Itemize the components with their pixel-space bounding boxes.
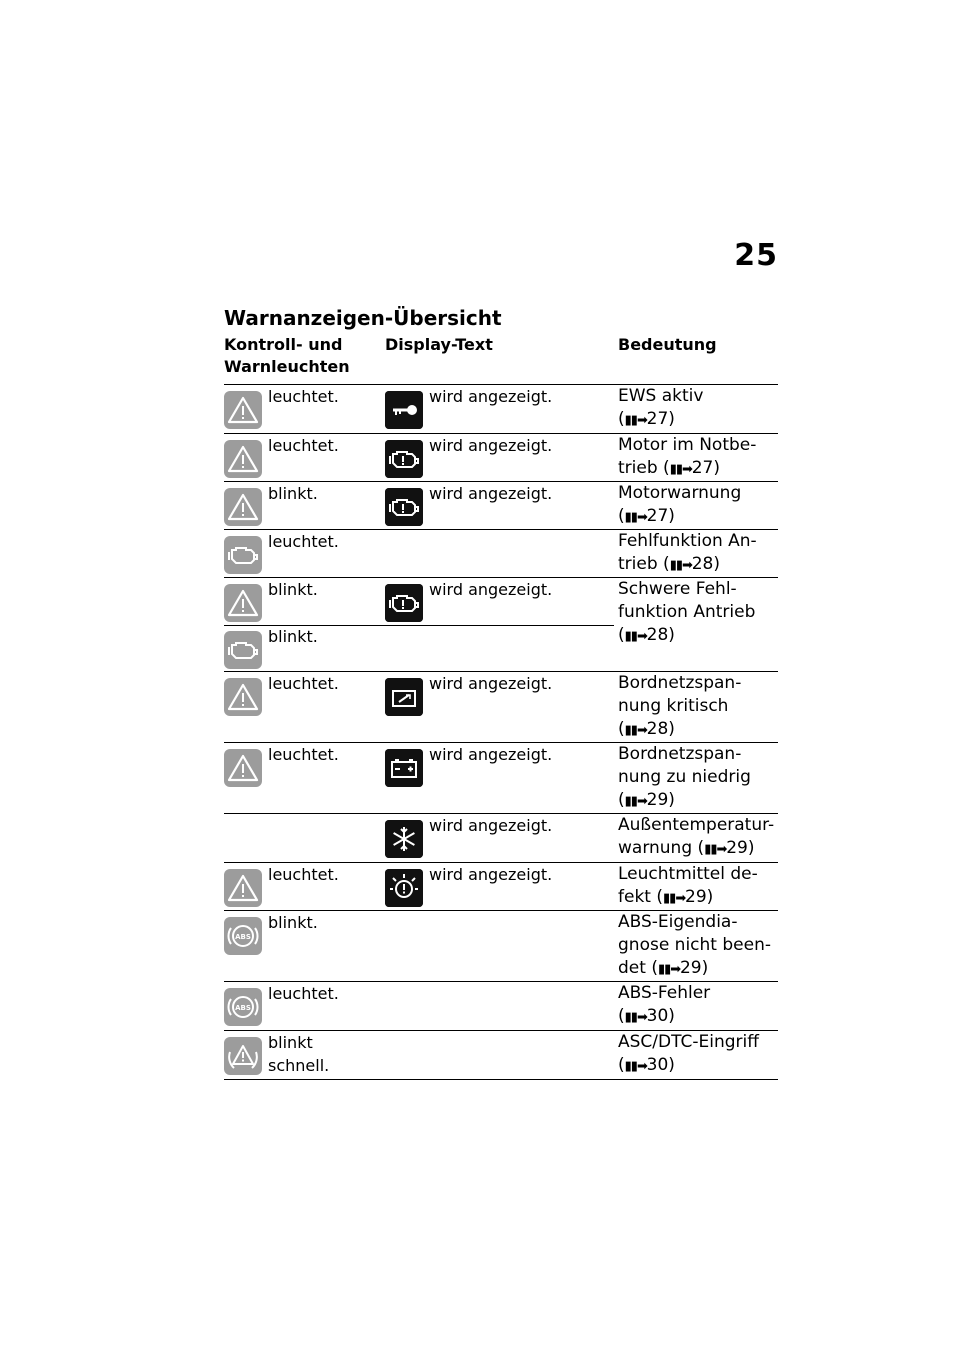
- abs-icon: [224, 988, 262, 1026]
- display-text: wird angezeigt.: [429, 436, 553, 455]
- meaning-text: Motor im Notbe-trieb: [618, 435, 757, 478]
- page-ref: (▮▮➡29): [618, 790, 675, 810]
- table-row: [224, 911, 778, 982]
- page-ref-arrow-icon: ▮▮➡: [624, 629, 647, 644]
- meaning-text: ABS-Eigendia-gnose nicht been-det: [618, 912, 771, 978]
- light-state: blinkt.: [268, 913, 318, 932]
- page-ref: (▮▮➡27): [618, 408, 778, 432]
- warning-triangle-icon: [224, 584, 262, 622]
- table-row: [224, 743, 778, 814]
- display-text: wird angezeigt.: [429, 674, 553, 693]
- page-ref: (▮▮➡27): [618, 505, 778, 529]
- header-col-display: Display-Text: [385, 335, 493, 354]
- page-ref-arrow-icon: ▮▮➡: [669, 462, 692, 477]
- display-text: wird angezeigt.: [429, 387, 553, 406]
- display-text: wird angezeigt.: [429, 580, 553, 599]
- table-row: [224, 672, 778, 743]
- display-text: wird angezeigt.: [429, 745, 553, 764]
- light-state: blinkt.: [268, 580, 318, 599]
- page-ref: (▮▮➡29): [656, 887, 713, 907]
- meaning-text: Leuchtmittel de-fekt: [618, 864, 758, 907]
- light-state: leuchtet.: [268, 532, 339, 551]
- light-state: leuchtet.: [268, 674, 339, 693]
- page-ref-arrow-icon: ▮▮➡: [624, 1010, 647, 1025]
- engine-icon: [224, 631, 262, 669]
- table-row: [224, 982, 778, 1031]
- header-col-meaning: Bedeutung: [618, 335, 717, 354]
- meaning-text: Schwere Fehl-funktion Antrieb: [618, 579, 756, 622]
- battery-critical-icon: [385, 678, 423, 716]
- page-ref: (▮▮➡27): [663, 458, 720, 478]
- page-ref: (▮▮➡28): [618, 625, 675, 645]
- page-ref-arrow-icon: ▮▮➡: [624, 794, 647, 809]
- light-state: blinkt schnell.: [268, 1033, 330, 1075]
- page-ref-arrow-icon: ▮▮➡: [624, 510, 647, 525]
- meaning-text: Außentemperatur-warnung: [618, 815, 775, 858]
- warning-table: [224, 385, 778, 1080]
- light-state: leuchtet.: [268, 865, 339, 884]
- table-row: [224, 482, 778, 530]
- page-ref: (▮▮➡30): [618, 1054, 778, 1078]
- abs-icon: [224, 917, 262, 955]
- meaning-text: Bordnetzspan-nung kritisch: [618, 673, 742, 716]
- bulb-icon: [385, 869, 423, 907]
- meaning-text: Fehlfunktion An-trieb: [618, 531, 757, 574]
- light-state: blinkt.: [268, 627, 318, 646]
- warning-triangle-icon: [224, 869, 262, 907]
- warning-triangle-icon: [224, 391, 262, 429]
- display-text: wird angezeigt.: [429, 816, 553, 835]
- page-ref-arrow-icon: ▮▮➡: [704, 842, 727, 857]
- page-ref-arrow-icon: ▮▮➡: [624, 1059, 647, 1074]
- meaning-text: ABS-Fehler: [618, 983, 711, 1003]
- table-row: [224, 385, 778, 434]
- light-state: leuchtet.: [268, 436, 339, 455]
- battery-icon: [385, 749, 423, 787]
- display-text: wird angezeigt.: [429, 865, 553, 884]
- light-state: leuchtet.: [268, 387, 339, 406]
- meaning-text: EWS aktiv: [618, 386, 704, 406]
- page-ref-arrow-icon: ▮▮➡: [669, 558, 692, 573]
- display-text: wird angezeigt.: [429, 484, 553, 503]
- light-state: leuchtet.: [268, 984, 339, 1003]
- meaning-text: Bordnetzspan-nung zu niedrig: [618, 744, 751, 787]
- engine-icon: [385, 488, 423, 526]
- key-icon: [385, 391, 423, 429]
- warning-triangle-icon: [224, 440, 262, 478]
- engine-icon: [385, 440, 423, 478]
- header-col-lights: Kontroll- und Warnleuchten: [224, 335, 350, 376]
- page-ref: (▮▮➡28): [618, 719, 675, 739]
- meaning-text: ASC/DTC-Eingriff: [618, 1032, 759, 1052]
- snowflake-icon: [385, 820, 423, 858]
- meaning-text: Motorwarnung: [618, 483, 742, 503]
- table-row: [224, 434, 778, 482]
- page-ref: (▮▮➡29): [698, 838, 755, 858]
- page-ref: (▮▮➡30): [618, 1005, 778, 1029]
- table-row: [224, 578, 778, 672]
- asc-triangle-icon: [224, 1037, 262, 1075]
- table-header: [224, 334, 778, 385]
- page-ref-arrow-icon: ▮▮➡: [663, 891, 686, 906]
- table-row: [224, 1031, 778, 1080]
- section-title: Warnanzeigen-Übersicht: [224, 306, 502, 330]
- engine-icon: [385, 584, 423, 622]
- table-row: [224, 863, 778, 911]
- page-number: 25: [734, 238, 778, 273]
- page-ref-arrow-icon: ▮▮➡: [657, 962, 681, 977]
- page-ref: (▮▮➡28): [663, 554, 720, 574]
- warning-triangle-icon: [224, 749, 262, 787]
- light-state: leuchtet.: [268, 745, 339, 764]
- table-row: [224, 814, 778, 863]
- page-ref-arrow-icon: ▮▮➡: [624, 413, 647, 428]
- page-ref: (▮▮➡29): [651, 958, 708, 978]
- page-ref-arrow-icon: ▮▮➡: [624, 723, 647, 738]
- warning-triangle-icon: [224, 678, 262, 716]
- table-row: [224, 530, 778, 578]
- warning-triangle-icon: [224, 488, 262, 526]
- engine-icon: [224, 536, 262, 574]
- light-state: blinkt.: [268, 484, 318, 503]
